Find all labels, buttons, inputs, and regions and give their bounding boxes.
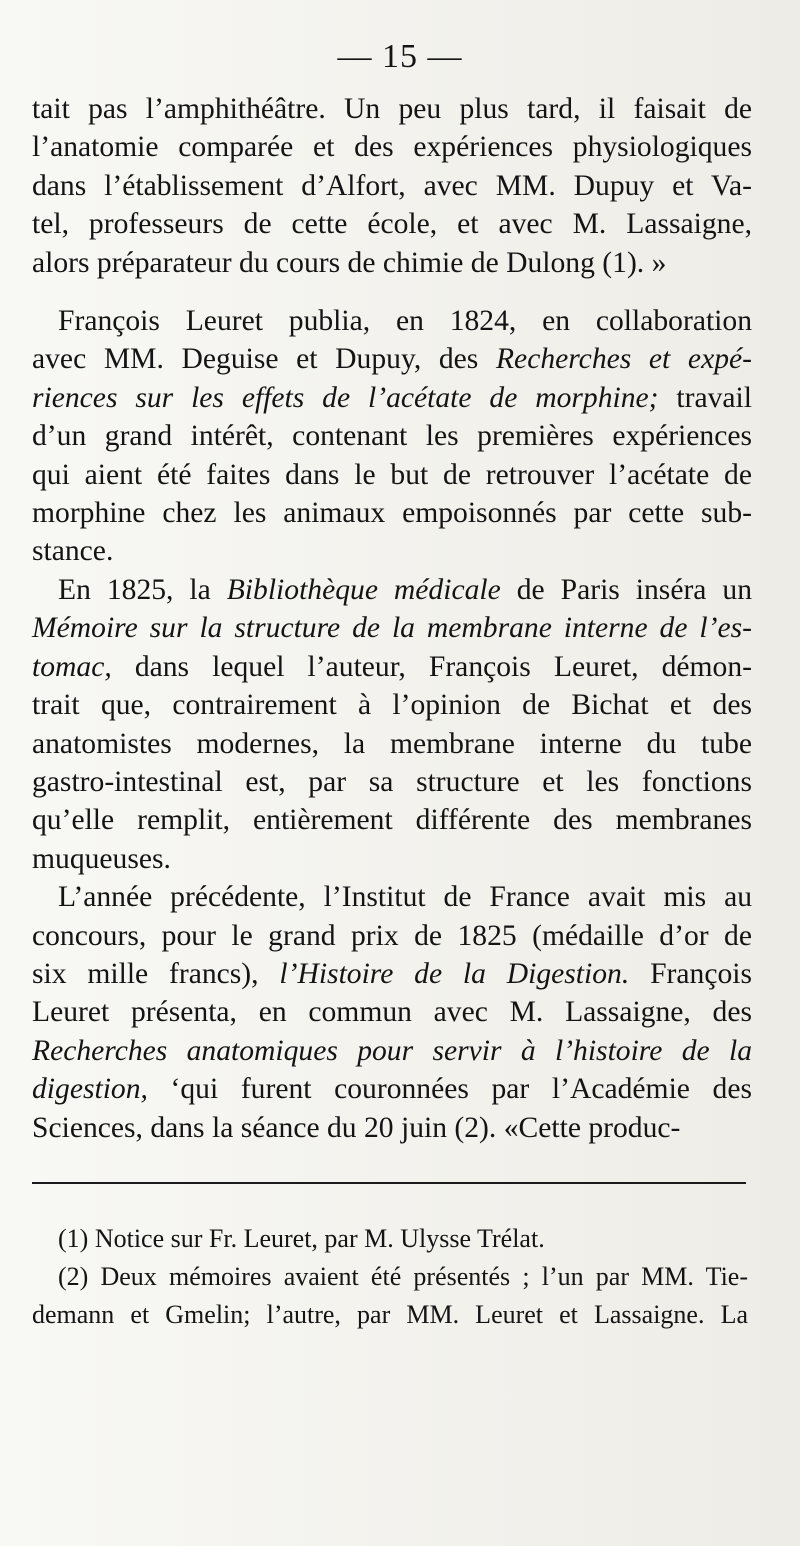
text-segment: l’anatomie comparée et des expériences physiologiques (32, 131, 752, 164)
text-segment: François (629, 957, 752, 990)
text-segment: d’un grand intérêt, contenant les premières expériences (32, 420, 752, 453)
text-segment: dans lequel l’auteur, François Leuret, démon- (111, 650, 752, 683)
text-line (32, 609, 752, 647)
text-segment: Sciences, dans la séance du 20 juin (2). «Cette produc- (32, 1111, 681, 1144)
text-segment: alors préparateur du cours de chimie de Dulong (1). » (32, 246, 667, 279)
italic-segment: digestion, (32, 1073, 148, 1106)
footnotes (32, 1220, 748, 1334)
text-segment: qu’elle remplit, entièrement différente des membranes (32, 804, 752, 837)
text-line (32, 417, 752, 455)
text-segment: tait pas l’amphithéâtre. Un peu plus tard, il faisait de (32, 93, 752, 125)
text-segment: morphine chez les animaux empoisonnés par cette sub- (32, 497, 752, 530)
footnote (32, 1220, 748, 1258)
text-line (32, 167, 752, 205)
text-line (32, 90, 752, 128)
text-line (32, 494, 752, 532)
text-segment: anatomistes modernes, la membrane interne du tube (32, 727, 752, 760)
text-line (32, 763, 752, 801)
footnote (32, 1258, 748, 1334)
text-segment: muqueuses. (32, 842, 171, 875)
footnote-line: demann et Gmelin; l’autre, par MM. Leuret et Lassaigne. La (32, 1300, 748, 1329)
paragraph (32, 878, 752, 1147)
text-line (32, 878, 752, 916)
italic-segment: riences sur les effets de l’acétate de morphine; (32, 381, 659, 414)
text-line (32, 840, 752, 878)
footnote-separator (32, 1182, 746, 1184)
text-segment: avec MM. Deguise et Dupuy, des (32, 343, 496, 376)
text-line (32, 302, 752, 340)
footnote-line: (1) Notice sur Fr. Leuret, par M. Ulysse Trélat. (58, 1224, 545, 1253)
text-segment: concours, pour le grand prix de 1825 (médaille d’or de (32, 919, 752, 952)
text-segment: Leuret présenta, en commun avec M. Lassaigne, des (32, 996, 752, 1029)
text-segment: six mille francs), (32, 957, 280, 990)
text-segment: ‘qui furent couronnées par l’Académie des (147, 1073, 752, 1106)
paragraph-gap (32, 282, 752, 302)
italic-segment: Recherches et expé- (495, 343, 752, 376)
text-line (32, 1032, 752, 1070)
paragraph (32, 302, 752, 571)
text-line (32, 801, 752, 839)
text-segment: tel, professeurs de cette école, et avec M. Lassaigne, (32, 208, 752, 241)
paragraph (32, 90, 752, 282)
text-line (32, 571, 752, 609)
text-segment: François Leuret publia, en 1824, en collaboration (58, 305, 752, 338)
text-line (32, 725, 752, 763)
text-line (32, 205, 752, 243)
text-line (32, 379, 752, 417)
text-line (32, 993, 752, 1031)
text-line (32, 340, 752, 378)
footnote-line: (2) Deux mémoires avaient été présentés ; l’un par MM. Tie- (58, 1262, 748, 1291)
text-segment: L’année précédente, l’Institut de France avait mis au (58, 881, 752, 914)
text-segment: gastro-intestinal est, par sa structure et les fonctions (32, 765, 752, 798)
text-segment: dans l’établissement d’Alfort, avec MM. Dupuy et Va- (32, 169, 752, 202)
text-line (32, 1070, 752, 1108)
text-segment: qui aient été faites dans le but de retrouver l’acétate de (32, 458, 752, 491)
text-segment: stance. (32, 535, 114, 568)
text-line (32, 456, 752, 494)
italic-segment: Recherches anatomiques pour servir à l’histoire de la (32, 1034, 752, 1067)
text-line (32, 244, 752, 282)
main-text (32, 90, 752, 1147)
text-segment: travail (658, 381, 752, 414)
text-line (32, 917, 752, 955)
text-line (32, 686, 752, 724)
text-segment: trait que, contrairement à l’opinion de Bichat et des (32, 689, 752, 722)
text-line (32, 955, 752, 993)
text-segment: En 1825, la (58, 573, 227, 606)
italic-segment: l’Histoire de la Digestion. (279, 957, 630, 990)
italic-segment: tomac, (32, 650, 112, 683)
text-line (32, 128, 752, 166)
page-number: — 15 — (337, 38, 463, 75)
paragraph (32, 571, 752, 878)
italic-segment: Bibliothèque médicale (226, 573, 501, 606)
text-line (32, 648, 752, 686)
italic-segment: Mémoire sur la structure de la membrane interne de l’es- (32, 612, 752, 645)
text-line (32, 1109, 752, 1147)
text-line (32, 532, 752, 570)
text-segment: de Paris inséra un (500, 573, 753, 606)
